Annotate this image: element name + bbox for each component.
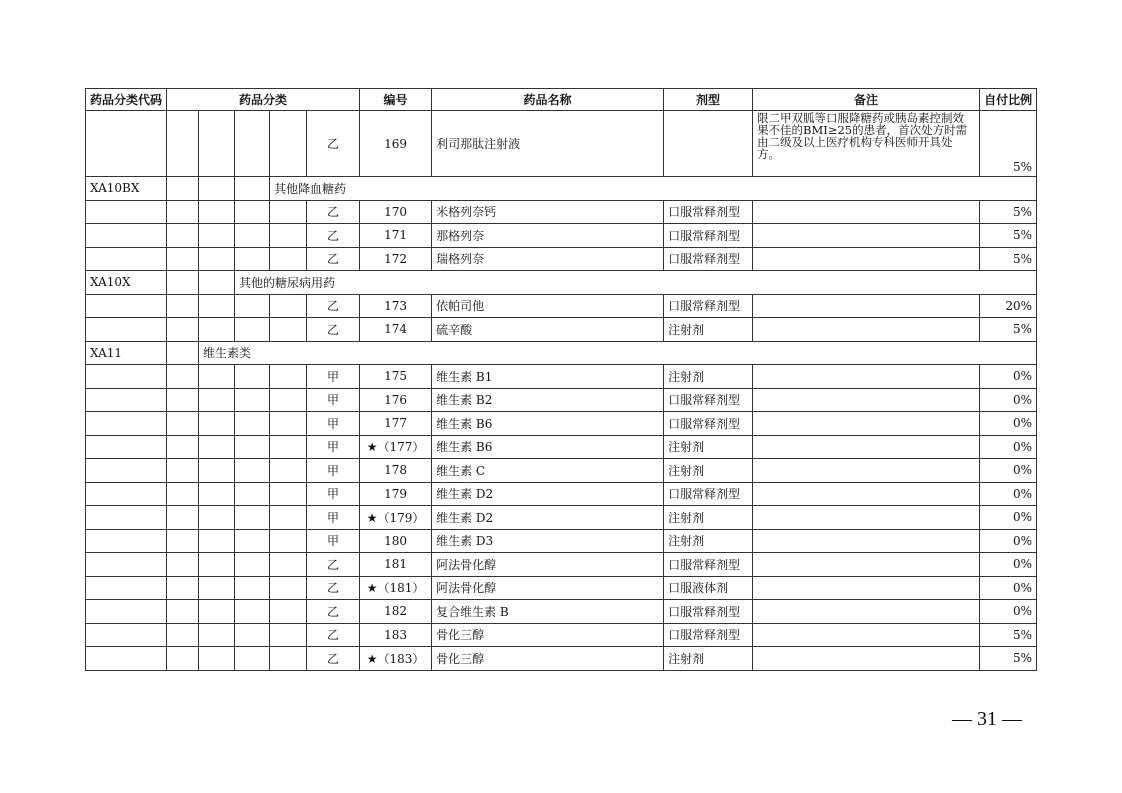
empty-category-cell xyxy=(86,529,167,553)
ratio-cell: 0% xyxy=(980,365,1037,389)
empty-category-cell xyxy=(86,623,167,647)
number-cell: 180 xyxy=(360,529,432,553)
empty-category-cell xyxy=(86,482,167,506)
empty-category-cell xyxy=(86,412,167,436)
ratio-cell: 0% xyxy=(980,553,1037,577)
empty-category-cell xyxy=(270,553,307,577)
empty-category-cell xyxy=(86,388,167,412)
empty-category-cell xyxy=(235,294,270,318)
grade-cell: 乙 xyxy=(307,623,360,647)
table-row xyxy=(86,529,1037,553)
empty-category-cell xyxy=(270,318,307,342)
number-cell: 169 xyxy=(360,111,432,177)
empty-category-cell xyxy=(199,529,235,553)
empty-category-cell xyxy=(235,482,270,506)
empty-category-cell xyxy=(199,388,235,412)
ratio-cell: 5% xyxy=(980,623,1037,647)
ratio-cell: 0% xyxy=(980,388,1037,412)
group-label: 其他的糖尿病用药 xyxy=(235,271,1037,295)
ratio-cell: 5% xyxy=(980,318,1037,342)
empty-category-cell xyxy=(270,459,307,483)
form-cell: 注射剂 xyxy=(664,318,753,342)
header-name: 药品名称 xyxy=(432,89,664,111)
empty-category-cell xyxy=(86,506,167,530)
empty-category-cell xyxy=(270,224,307,248)
empty-category-cell xyxy=(270,200,307,224)
empty-category-cell xyxy=(199,576,235,600)
grade-cell: 乙 xyxy=(307,553,360,577)
empty-category-cell xyxy=(199,412,235,436)
form-cell: 口服常释剂型 xyxy=(664,600,753,624)
form-cell: 注射剂 xyxy=(664,506,753,530)
grade-cell: 乙 xyxy=(307,224,360,248)
table-row xyxy=(86,506,1037,530)
form-cell: 口服常释剂型 xyxy=(664,623,753,647)
note-cell xyxy=(753,294,980,318)
header-form: 剂型 xyxy=(664,89,753,111)
empty-category-cell xyxy=(199,247,235,271)
empty-category-cell xyxy=(235,200,270,224)
grade-cell: 乙 xyxy=(307,318,360,342)
note-cell xyxy=(753,647,980,671)
note-cell xyxy=(753,200,980,224)
empty-category-cell xyxy=(167,412,199,436)
name-cell: 维生素 B6 xyxy=(432,412,664,436)
ratio-cell: 5% xyxy=(980,647,1037,671)
name-cell: 阿法骨化醇 xyxy=(432,576,664,600)
empty-category-cell xyxy=(167,482,199,506)
empty-category-cell xyxy=(167,529,199,553)
empty-category-cell xyxy=(86,318,167,342)
note-cell xyxy=(753,247,980,271)
name-cell: 维生素 D2 xyxy=(432,482,664,506)
form-cell: 注射剂 xyxy=(664,365,753,389)
empty-category-cell xyxy=(86,553,167,577)
empty-category-cell xyxy=(270,600,307,624)
table-row xyxy=(86,435,1037,459)
empty-category-cell xyxy=(167,459,199,483)
empty-category-cell xyxy=(167,224,199,248)
grade-cell: 乙 xyxy=(307,111,360,177)
note-cell xyxy=(753,482,980,506)
ratio-cell: 0% xyxy=(980,600,1037,624)
number-cell: ★（181） xyxy=(360,576,432,600)
group-row xyxy=(86,177,1037,201)
number-cell: 177 xyxy=(360,412,432,436)
grade-cell: 甲 xyxy=(307,506,360,530)
name-cell: 阿法骨化醇 xyxy=(432,553,664,577)
empty-category-cell xyxy=(167,506,199,530)
grade-cell: 甲 xyxy=(307,435,360,459)
name-cell: 骨化三醇 xyxy=(432,647,664,671)
empty-category-cell xyxy=(86,576,167,600)
grade-cell: 甲 xyxy=(307,529,360,553)
empty-category-cell xyxy=(167,435,199,459)
empty-category-cell xyxy=(270,482,307,506)
empty-category-cell xyxy=(235,553,270,577)
grade-cell: 乙 xyxy=(307,600,360,624)
name-cell: 骨化三醇 xyxy=(432,623,664,647)
note-cell xyxy=(753,506,980,530)
table-header-row xyxy=(86,89,1037,111)
empty-category-cell xyxy=(270,647,307,671)
ratio-cell: 20% xyxy=(980,294,1037,318)
ratio-cell: 5% xyxy=(980,200,1037,224)
empty-category-cell xyxy=(199,600,235,624)
empty-category-cell xyxy=(167,365,199,389)
empty-category-cell xyxy=(167,388,199,412)
ratio-cell: 0% xyxy=(980,576,1037,600)
group-row xyxy=(86,341,1037,365)
number-cell: 176 xyxy=(360,388,432,412)
table-row xyxy=(86,365,1037,389)
empty-category-cell xyxy=(167,200,199,224)
empty-category-cell xyxy=(270,294,307,318)
note-cell xyxy=(753,365,980,389)
form-cell: 口服常释剂型 xyxy=(664,388,753,412)
table-row xyxy=(86,111,1037,177)
empty-category-cell xyxy=(199,623,235,647)
empty-category-cell xyxy=(86,224,167,248)
number-cell: 182 xyxy=(360,600,432,624)
grade-cell: 乙 xyxy=(307,647,360,671)
form-cell: 口服常释剂型 xyxy=(664,412,753,436)
name-cell: 那格列奈 xyxy=(432,224,664,248)
note-cell xyxy=(753,412,980,436)
form-cell: 口服常释剂型 xyxy=(664,200,753,224)
name-cell: 米格列奈钙 xyxy=(432,200,664,224)
ratio-cell: 0% xyxy=(980,459,1037,483)
empty-category-cell xyxy=(235,247,270,271)
empty-category-cell xyxy=(167,294,199,318)
table-row xyxy=(86,294,1037,318)
header-code: 药品分类代码 xyxy=(86,89,167,111)
name-cell: 维生素 C xyxy=(432,459,664,483)
empty-category-cell xyxy=(199,553,235,577)
name-cell: 维生素 B6 xyxy=(432,435,664,459)
form-cell: 口服常释剂型 xyxy=(664,294,753,318)
group-code: XA11 xyxy=(86,341,167,365)
empty-category-cell xyxy=(199,482,235,506)
ratio-cell: 5% xyxy=(980,224,1037,248)
name-cell: 硫辛酸 xyxy=(432,318,664,342)
form-cell: 口服液体剂 xyxy=(664,576,753,600)
empty-category-cell xyxy=(86,200,167,224)
empty-category-cell xyxy=(235,506,270,530)
header-note: 备注 xyxy=(753,89,980,111)
empty-category-cell xyxy=(167,600,199,624)
empty-category-cell xyxy=(270,412,307,436)
ratio-cell: 5% xyxy=(980,111,1037,177)
table-row xyxy=(86,482,1037,506)
note-cell xyxy=(753,600,980,624)
empty-category-cell xyxy=(235,576,270,600)
grade-cell: 甲 xyxy=(307,412,360,436)
empty-category-cell xyxy=(270,623,307,647)
empty-category-cell xyxy=(199,365,235,389)
form-cell: 口服常释剂型 xyxy=(664,224,753,248)
form-cell: 注射剂 xyxy=(664,459,753,483)
number-cell: ★（177） xyxy=(360,435,432,459)
group-code: XA10X xyxy=(86,271,167,295)
number-cell: 174 xyxy=(360,318,432,342)
name-cell: 维生素 D2 xyxy=(432,506,664,530)
number-cell: 170 xyxy=(360,200,432,224)
form-cell: 口服常释剂型 xyxy=(664,553,753,577)
name-cell: 维生素 B2 xyxy=(432,388,664,412)
note-cell xyxy=(753,529,980,553)
number-cell: ★（179） xyxy=(360,506,432,530)
empty-category-cell xyxy=(167,247,199,271)
empty-category-cell xyxy=(199,294,235,318)
empty-category-cell xyxy=(86,647,167,671)
empty-category-cell xyxy=(199,647,235,671)
table-row xyxy=(86,200,1037,224)
form-cell: 口服常释剂型 xyxy=(664,247,753,271)
name-cell: 维生素 D3 xyxy=(432,529,664,553)
header-number: 编号 xyxy=(360,89,432,111)
empty-category-cell xyxy=(86,600,167,624)
note-cell xyxy=(753,435,980,459)
empty-category-cell xyxy=(199,318,235,342)
table-row xyxy=(86,576,1037,600)
empty-category-cell xyxy=(199,435,235,459)
grade-cell: 甲 xyxy=(307,482,360,506)
number-cell: 183 xyxy=(360,623,432,647)
name-cell: 依帕司他 xyxy=(432,294,664,318)
table-row xyxy=(86,224,1037,248)
empty-category-cell xyxy=(86,247,167,271)
ratio-cell: 0% xyxy=(980,482,1037,506)
ratio-cell: 0% xyxy=(980,506,1037,530)
empty-category-cell xyxy=(270,576,307,600)
table-row xyxy=(86,553,1037,577)
empty-category-cell xyxy=(235,224,270,248)
note-cell xyxy=(753,553,980,577)
empty-category-cell xyxy=(235,318,270,342)
empty-category-cell xyxy=(270,247,307,271)
group-label: 其他降血糖药 xyxy=(270,177,1037,201)
empty-category-cell xyxy=(235,647,270,671)
note-cell: 限二甲双胍等口服降糖药或胰岛素控制效果不佳的BMI≥25的患者，首次处方时需由二级及以上医疗机构专科医师开具处方。 xyxy=(753,111,980,177)
empty-category-cell xyxy=(199,459,235,483)
grade-cell: 甲 xyxy=(307,365,360,389)
group-label: 维生素类 xyxy=(199,341,1037,365)
ratio-cell: 5% xyxy=(980,247,1037,271)
note-cell xyxy=(753,318,980,342)
empty-category-cell xyxy=(235,459,270,483)
table-row xyxy=(86,247,1037,271)
empty-category-cell xyxy=(270,529,307,553)
empty-category-cell xyxy=(86,435,167,459)
empty-category-cell xyxy=(199,200,235,224)
table-row xyxy=(86,623,1037,647)
form-cell: 注射剂 xyxy=(664,529,753,553)
table-row xyxy=(86,459,1037,483)
empty-category-cell xyxy=(86,459,167,483)
form-cell: 注射剂 xyxy=(664,435,753,459)
group-code: XA10BX xyxy=(86,177,167,201)
empty-category-cell xyxy=(167,576,199,600)
empty-category-cell xyxy=(235,388,270,412)
empty-category-cell xyxy=(270,365,307,389)
empty-category-cell xyxy=(235,365,270,389)
number-cell: 179 xyxy=(360,482,432,506)
empty-category-cell xyxy=(235,600,270,624)
name-cell: 瑞格列奈 xyxy=(432,247,664,271)
empty-category-cell xyxy=(167,623,199,647)
header-category: 药品分类 xyxy=(167,89,360,111)
number-cell: 171 xyxy=(360,224,432,248)
form-cell: 注射剂 xyxy=(664,647,753,671)
form-cell xyxy=(664,111,753,177)
note-cell xyxy=(753,623,980,647)
ratio-cell: 0% xyxy=(980,435,1037,459)
empty-category-cell xyxy=(86,294,167,318)
number-cell: ★（183） xyxy=(360,647,432,671)
number-cell: 173 xyxy=(360,294,432,318)
number-cell: 181 xyxy=(360,553,432,577)
note-cell xyxy=(753,576,980,600)
number-cell: 178 xyxy=(360,459,432,483)
number-cell: 175 xyxy=(360,365,432,389)
table-row xyxy=(86,412,1037,436)
empty-category-cell xyxy=(199,506,235,530)
grade-cell: 乙 xyxy=(307,576,360,600)
header-ratio: 自付比例 xyxy=(980,89,1037,111)
grade-cell: 甲 xyxy=(307,459,360,483)
name-cell: 复合维生素 B xyxy=(432,600,664,624)
drug-catalog-table xyxy=(85,88,1037,671)
empty-category-cell xyxy=(270,435,307,459)
ratio-cell: 0% xyxy=(980,412,1037,436)
grade-cell: 甲 xyxy=(307,388,360,412)
empty-category-cell xyxy=(167,647,199,671)
group-row xyxy=(86,271,1037,295)
table-row xyxy=(86,388,1037,412)
grade-cell: 乙 xyxy=(307,200,360,224)
name-cell: 利司那肽注射液 xyxy=(432,111,664,177)
grade-cell: 乙 xyxy=(307,247,360,271)
table-row xyxy=(86,600,1037,624)
empty-category-cell xyxy=(86,365,167,389)
empty-category-cell xyxy=(235,412,270,436)
empty-category-cell xyxy=(167,318,199,342)
grade-cell: 乙 xyxy=(307,294,360,318)
table-row xyxy=(86,647,1037,671)
empty-category-cell xyxy=(270,388,307,412)
empty-category-cell xyxy=(235,435,270,459)
empty-category-cell xyxy=(167,553,199,577)
name-cell: 维生素 B1 xyxy=(432,365,664,389)
page-number: — 31 — xyxy=(952,708,1022,730)
empty-category-cell xyxy=(199,224,235,248)
form-cell: 口服常释剂型 xyxy=(664,482,753,506)
empty-category-cell xyxy=(235,529,270,553)
empty-category-cell xyxy=(270,506,307,530)
empty-category-cell xyxy=(235,623,270,647)
table-row xyxy=(86,318,1037,342)
ratio-cell: 0% xyxy=(980,529,1037,553)
note-cell xyxy=(753,459,980,483)
number-cell: 172 xyxy=(360,247,432,271)
note-cell xyxy=(753,388,980,412)
note-cell xyxy=(753,224,980,248)
